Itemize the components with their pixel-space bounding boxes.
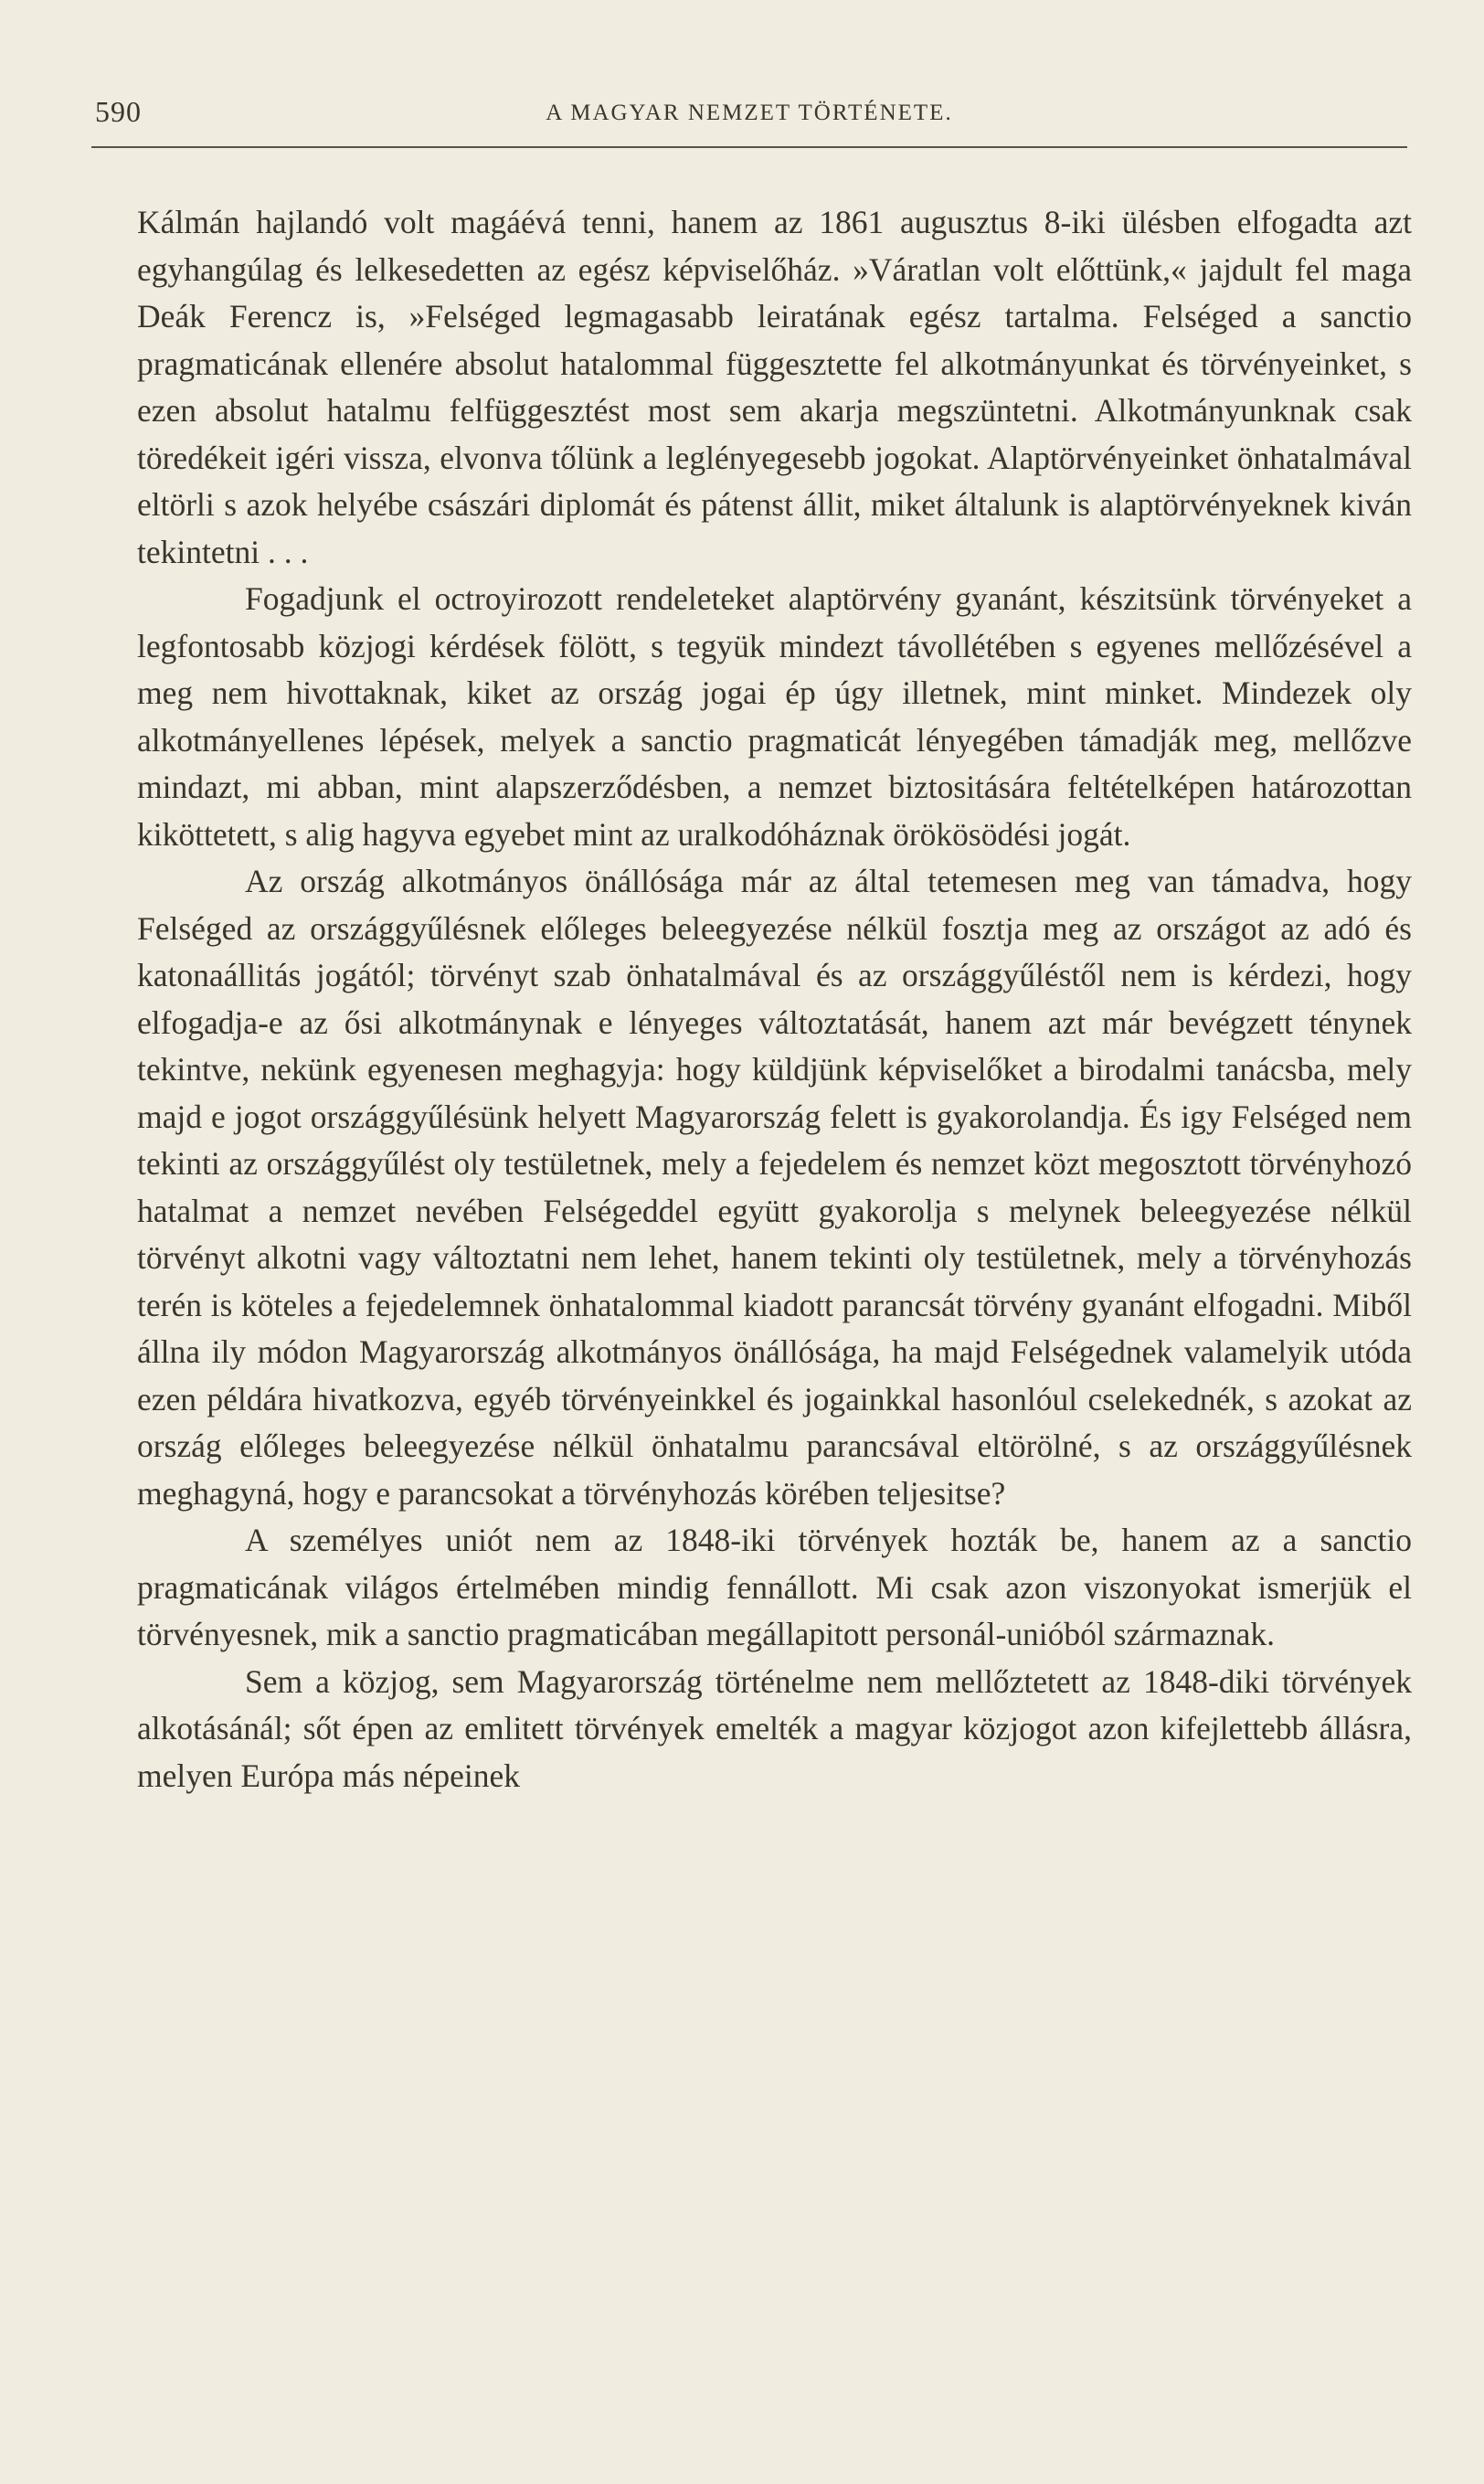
paragraph: Fogadjunk el octroyirozott rendeleteket alaptörvény gyanánt, készitsünk törvényeket a legfontosabb közjogi kérdések fölött, s tegyük mindezt távollétében s egyenes mellőzésével a meg nem hivottaknak, kiket az ország jogai ép úgy illetnek, mint minket. Mindezek oly alkotmányellenes lépések, melyek a sanctio pragmaticát lényegében támadják meg, mellőzve mindazt, mi abban, mint alapszerződésben, a nemzet biztositására feltételképen határozottan kiköttetett, s alig hagyva egyebet mint az uralkodóháznak örökösödési jogát. — [137, 580, 1412, 853]
paragraph: Az ország alkotmányos önállósága már az által tetemesen meg van támadva, hogy Felséged az országgyűlésnek előleges beleegyezése nélkül fosztja meg az országot az adó és katonaállitás jogától; törvényt szab önhatalmával és az országgyűléstől nem is kérdezi, hogy elfogadja-e az ősi alkotmánynak e lényeges változtatását, hanem azt már bevégzett ténynek tekintve, nekünk egyenesen meghagyja: hogy küldjünk képviselőket a birodalmi tanácsba, mely majd e jogot országgyűlésünk helyett Magyarország felett is gyakorolandja. És igy Felséged nem tekinti az országgyűlést oly testületnek, mely a fejedelem és nemzet közt megosztott törvényhozó hatalmat a nemzet nevében Felségeddel együtt gyakorolja s melynek beleegyezése nélkül törvényt alkotni vagy változtatni nem lehet, hanem tekinti oly testületnek, mely a törvényhozás terén is köteles a fejedelemnek önhatalommal kiadott parancsát törvény gyanánt elfogadni. Miből állna ily módon Magyarország alkotmányos önállósága, ha majd Felségednek valamelyik utóda ezen példára hivatkozva, egyéb törvényeinkkel és jogainkkal hasonlóul cselekednék, s azokat az ország előleges beleegyezése nélkül önhatalmu parancsával eltörölné, s az országgyűlésnek meghagyná, hogy e parancsokat a törvényhozás körében teljesitse? — [137, 863, 1412, 1512]
paragraph: Sem a közjog, sem Magyarország történelme nem mellőztetett az 1848-diki törvények alkotásánál; sőt épen az emlitett törvények emelték a magyar közjogot azon kifejlettebb állásra, melyen Európa más népeinek — [137, 1662, 1412, 1794]
running-head — [91, 91, 1407, 148]
paragraph: A személyes uniót nem az 1848-iki törvények hozták be, hanem az a sanctio pragmaticának világos értelmében mindig fennállott. Mi csak azon viszonyokat ismerjük el törvényesnek, mik a sanctio pragmaticában megállapitott personál-unióból származnak. — [137, 1522, 1412, 1652]
page-number: 590 — [95, 95, 142, 128]
running-title: A MAGYAR NEMZET TÖRTÉNETE. — [546, 101, 953, 125]
paragraph: Kálmán hajlandó volt magáévá tenni, hanem az 1861 augusztus 8-iki ülésben elfogadta azt egyhangúlag és lelkesedetten az egész képviselőház. »Váratlan volt előttünk,« jajdult fel maga Deák Ferencz is, »Felséged legmagasabb leiratának egész tartalma. Felséged a sanctio pragmaticának ellenére absolut hatalommal függesztette fel alkotmányunkat és törvényeinket, s ezen absolut hatalmu felfüggesztést most sem akarja megszüntetni. Alkotmányunknak csak töredékeit igéri vissza, elvonva tőlünk a leglényegesebb jogokat. Alaptörvényeinket önhatalmával eltörli s azok helyébe császári diplomát és pátenst állit, miket általunk is alaptörvényeknek kiván tekintetni . . . — [137, 204, 1412, 570]
body-text — [137, 199, 1412, 1799]
